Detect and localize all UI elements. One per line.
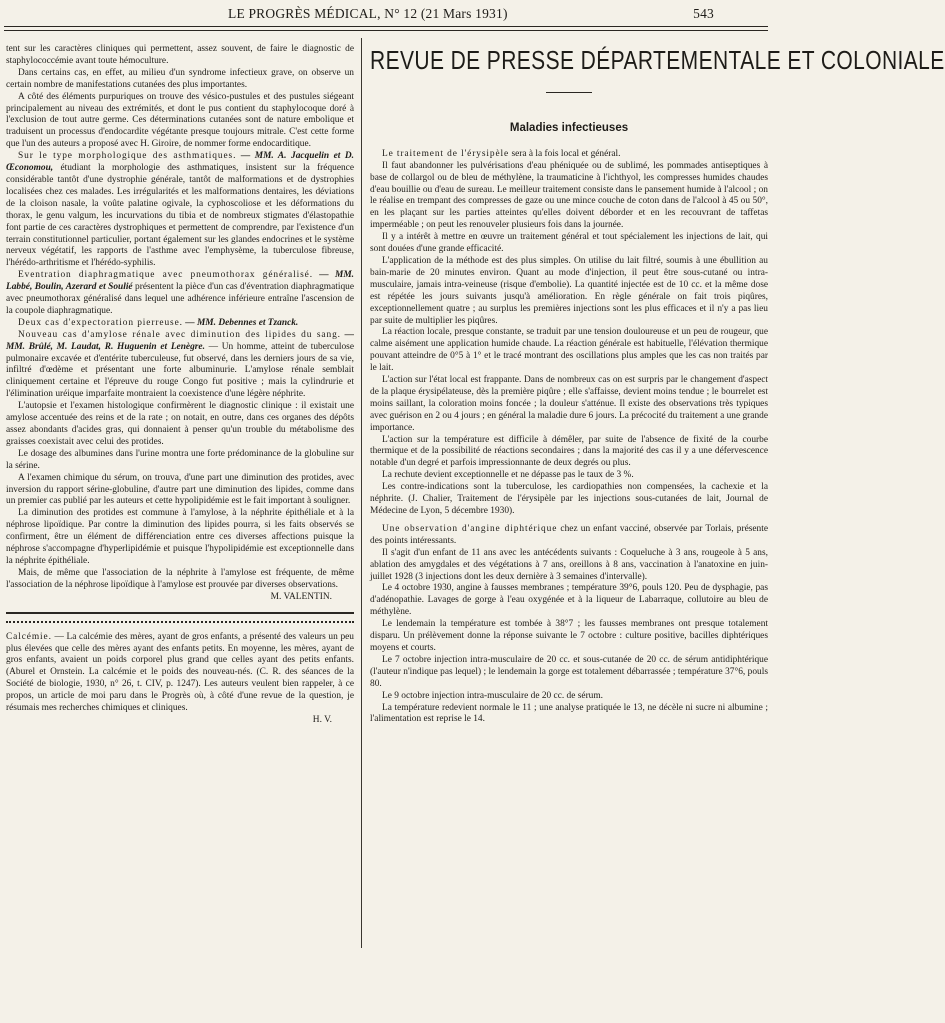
article-angine [370,524,768,548]
paragraph: Il s'agit d'un enfant de 11 ans avec les antécédents suivants : Coqueluche à 3 ans, rougeole à 5 ans, ablation des amygdales et des végétations à 7 ans, oreillons à 8 ans, vaccination à l'anatoxine en juin-juillet 1928 (3 injections dont les deux dernière à 3 semaines d'intervalle). [370,547,768,582]
journal-title: LE PROGRÈS MÉDICAL, N° 12 (21 Mars 1931) [228,6,508,21]
column-divider [361,38,362,948]
paragraph: A l'examen chimique du sérum, on trouva, d'une part une diminution des protides, avec inversion du rapport sérine-globuline, d'autre part une diminution des lipides, comme dans un premier cas publié par les auteurs et cette hypolipidémie est le fait important à souligner. [6,472,354,507]
article-body: chez un enfant vacciné, observée par Torlais, présente des points intéressants. [370,523,769,546]
article-body: sera à la fois local et général. [509,148,621,159]
article-expectoration [6,318,354,330]
paragraph: Les contre-indications sont la tuberculose, les cardiopathies non compensées, la cachexie et la néphrite. (J. Chalier, Traitement de l'érysipèle par les injections sous-cutanées de lait, Journal de Médecine de Lyon, 5 décembre 1930). [370,482,768,516]
paragraph: L'application de la méthode est des plus simples. On utilise du lait filtré, soumis à une ébullition au bain-marie de 20 minutes environ. Quant au mode d'injection, il peut être sous-cutané ou intra-musculaire, jamais intra-veineuse (risque d'embolie). La quantité injectée est de 10 cc. et la même dose est répétée les jours suivants jusqu'à amélioration. En règle générale on fait trois piqûres, exceptionnellement quatre ; au surplus les premières injections sont les plus efficaces et il n'y a pas lieu par suite de multiplier les piqûres. [370,255,768,326]
paragraph: La diminution des protides est commune à l'amylose, à la néphrite épithéliale et à la néphrose lipoïdique. Par contre la diminution des lipides pourra, si les faits observés se confirment, être un élément de différenciation entre ces diverses affections puisque la néphrose s'accompagne d'hyperlipidémie et puisque l'hypolipidémie est exceptionnelle dans la néphrite épithéliale. [6,508,354,566]
paragraph: Dans certains cas, en effet, au milieu d'un syndrome infectieux grave, on observe un certain nombre de manifestations cutanées des plus importantes. [6,67,354,90]
article-calcemie [6,632,354,715]
header-rule-top [4,26,768,27]
article-title: Le traitement de l'érysipèle [382,148,510,159]
article-authors: — MM. Brûlé, M. Laudat, R. Huguenin et Lenègre. [6,329,355,352]
article-title: Eventration diaphragmatique avec pneumothorax généralisé. [18,270,313,281]
paragraph: Le dosage des albumines dans l'urine montra une forte prédominance de la globuline sur la sérine. [6,448,354,471]
rubric-title: REVUE DE PRESSE DÉPARTEMENTALE ET COLONIALE [370,46,945,76]
paragraph: Le 4 octobre 1930, angine à fausses membranes ; température 39°6, pouls 120. Peu de dysphagie, pas d'adénopathie. Lavages de gorge à l'eau oxygénée et à la liqueur de Labarraque, collutoire au bleu de méthylène. [370,583,768,618]
article-authors: — MM. Labbé, Boulin, Azerard et Soulié [6,270,355,293]
article-title: Sur le type morphologique des asthmatiques. [18,151,237,162]
paragraph: Le 7 octobre injection intra-musculaire de 20 cc. et sous-cutanée de 20 cc. de sérum antidiphtérique (l'auteur n'indique pas lequel) ; le lendemain la gorge est totalement débarrassée ; température 37°6, pouls 80. [370,654,768,689]
article-erysipele [370,149,768,161]
paragraph: Le 9 octobre injection intra-musculaire de 20 cc. de sérum. [382,690,604,701]
article-title: Nouveau cas d'amylose rénale avec diminution des lipides du sang. [18,329,341,340]
article-body: — Un homme, atteint de tuberculose pulmonaire excavée et d'entérite tuberculeuse, fut observé, dans les derniers jours de sa vie, infiltré d'œdème et présentant une forte albuminurie. L'amylose rénale semblait cliniquement certaine et l'épreuve du rouge Congo fut positive ; mais la cylindrurie et l'élimination uréique imparfaite montraient la coexistence d'une légère néphrite. [6,341,354,400]
left-column [6,44,354,727]
page-number: 543 [693,6,714,21]
paragraph: La température redevient normale le 11 ; une analyse pratiquée le 13, ne décèle ni sucre ni albumine ; l'alimentation est reprise le 14. [370,702,768,725]
paragraph: La rechute devient exceptionnelle et ne dépasse pas le taux de 3 %. [382,470,634,481]
article-eventration [6,270,354,318]
article-amylose [6,330,354,401]
paragraph: Le lendemain la température est tombée à 38°7 ; les fausses membranes ont presque totalement disparu. Un prélèvement donne la réponse suivante le 7 octobre : culture positive, bacilles diphtériques moyens et courts. [370,619,768,653]
article-title: Une observation d'angine diphtérique [382,523,558,534]
article-title: Deux cas d'expectoration pierreuse. [18,317,183,328]
paragraph: tent sur les caractères cliniques qui permettent, assez souvent, de faire le diagnostic de staphylococcémie avant toute hémoculture. [6,44,354,66]
paragraph: L'action sur la température est difficile à démêler, par suite de l'absence de fixité de la courbe thermique et de la possibilité de réactions secondaires ; dans la majorité des cas il y a une défervescence notable d'un degré et parfois impressionnante de deux degrés ou plus. [370,434,768,469]
paragraph: L'action sur l'état local est frappante. Dans de nombreux cas on est surpris par le changement d'aspect de la plaque érysipélateuse, dès la première piqûre ; elle s'affaisse, devient moins tendue ; le bourrelet est moins saillant, la coloration moins foncée ; la douleur s'atténue. Il existe des observations très typiques avec guérison en 2 ou 4 jours ; en général la maladie dure 6 jours. La précocité du traitement a une grande importance. [370,375,768,433]
paragraph: L'autopsie et l'examen histologique confirmèrent le diagnostic clinique : il existait une amylose accentuée des reins et de la rate ; on notait, en outre, dans ces organes des dépôts assez abondants d'acides gras, qui donnaient à penser qu'un trouble du métabolisme des graisses coexistait avec celui des protides. [6,401,354,447]
running-head [0,6,800,24]
rubric-rule [546,92,592,93]
article-authors: — MM. Debennes et Tzanck. [182,317,299,328]
article-body: étudiant la morphologie des asthmatiques, insistent sur la fréquence considérable tantôt d'une dystrophie générale, tantôt de malformations et de dystrophies localisées chez ces malades. Les irrégularités et les malformations dentaires, les déviations de la cloison nasale, la voûte palatine ogivale, la cyphoscoliose et les déformations du thorax, le genu valgum, les incurvations du tibia et de nombreux stigmates d'élastopathie font partie de ces caractères dystrophiques et permettent de comprendre, par l'existence d'un terrain constitutionnel particulier, portant également sur les glandes endocrines et le système nerveux végétatif, les rapports de l'asthme avec l'emphysème, la tuberculose fibreuse, l'hérédo-arthritisme et l'hérédo-syphilis. [6,163,354,269]
paragraph: Mais, de même que l'association de la néphrite à l'amylose est fréquente, de même l'association de la néphrose lipoïdique à l'amylose est prouvée par diverses observations. [6,567,354,590]
paragraph: Il faut abandonner les pulvérisations d'eau phéniquée ou de sublimé, les pommades antiseptiques à base de collargol ou de bleu de méthylène, la traumaticine à l'ichthyol, les compresses humides chaudes d'eau bouillie ou d'eau de sureau. Le meilleur traitement consiste dans le pansement humide à l'alcool ; on le réalise en trempant des compresses de gaze ou une mince couche de coton dans de l'alcool à 45 ou 50°, en les plaçant sur les parties atteintes qu'elles doivent déborder et en les recouvrant de taffetas imperméable ; on peut les renouveler plusieurs fois dans la journée. [370,160,768,231]
signature: M. VALENTIN. [270,591,332,602]
article-body: — La calcémie des mères, ayant de gros enfants, a présenté des valeurs un peu plus élevées que celle des mères ayant des enfants petits. En moyenne, les mères, ayant de gros enfants, avaient un poids corporel plus grand que celles ayant des petits enfants. (Aburel et Ornstein. La calcémie et le poids des nouveau-nés. (C. R. des séances de la Société de biologie, 1930, n° 26, t. CIV, p. 1247). Les auteurs veulent bien rappeler, à ce propos, un article de moi paru dans le Progrès où, à côté d'une revue de la question, je résumais mes recherches chimiques et cliniques. [6,631,354,714]
section-title: Maladies infectieuses [509,121,629,134]
article-authors: — MM. A. Jacquelin et D. Œconomou, [6,151,354,174]
paragraph: La réaction locale, presque constante, se traduit par une tension douloureuse et un peu de rougeur, que calme aisément une application humide chaude. La réaction générale est habituelle, l'élévation thermique pouvant atteindre de 0°5 à 1° et le tracé montrant des oscillations plus amples que les cas non traités par le lait. [370,327,768,374]
paragraph: A côté des éléments purpuriques on trouve des vésico-pustules et des pustules siégeant principalement au niveau des extrémités, et dont le pus contient du staphylocoque doré à l'exclusion de tout autre germe. Ces déterminations cutanées sont de nature embolique et traduisent un processus d'endocardite végétante presque toujours mitrale. C'est cette forme que l'un des auteurs a proposé avec H. Giroire, de nommer forme endocarditique. [6,91,354,150]
right-column [370,46,945,726]
article-body: présentent la pièce d'un cas d'éventration diaphragmatique avec pneumothorax généralisé dans lequel une adhérence inférieure entraîne l'ascension de la coupole diaphragmatique. [6,282,354,316]
article-asthme [6,151,354,270]
article-title: Calcémie. [6,631,52,642]
header-rule-bottom [4,30,768,31]
signature: H. V. [312,714,332,725]
ornamental-rule [6,612,354,623]
paragraph: Il y a intérêt à mettre en œuvre un traitement général et tout spécialement les injections de lait, qui sont douées d'une grande efficacité. [370,232,768,255]
